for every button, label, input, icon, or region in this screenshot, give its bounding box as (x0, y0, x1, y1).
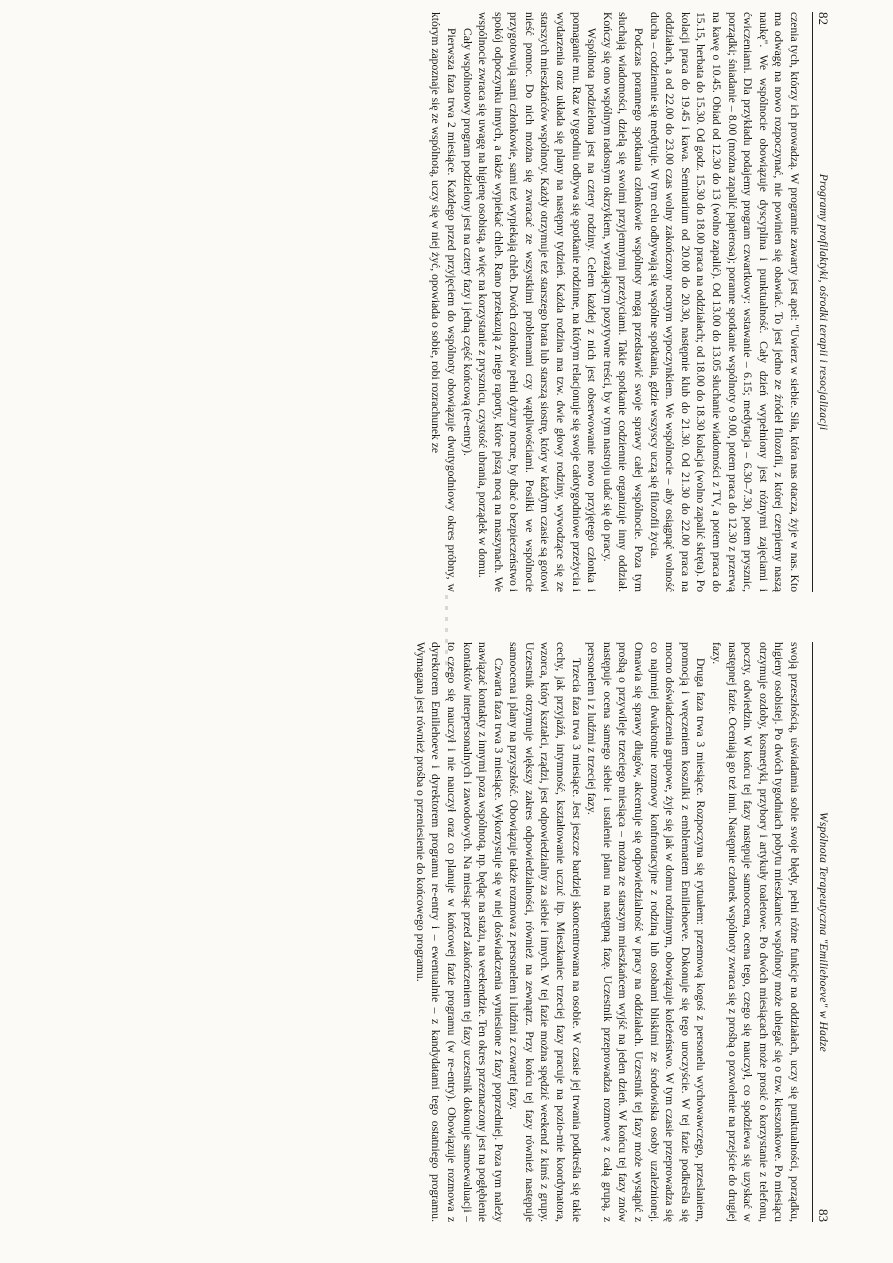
paragraph: swoją przeszłością, uświadamia sobie swoje błędy, pełni różne funkcje na oddziałach, uczy się punktualności, porządku, higieny osobistej. Po dwóch tygodniach pobytu mieszkaniec wspólnoty może ubiegać się o tzw. kieszonkowe. Po miesiącu otrzymuje ozdoby, kosmetyki, przybory i artykuły toaletowe. Po dwóch miesiącach może prosić o korzystanie z telefonu, poczty, odwiedzin. W końcu tej fazy następuje samoocena, ocena tego, czego się nauczył, co spodziewa się uzyskać w następnej fazie. Oceniają go też inni. Następnie członek wspólnoty zwraca się z prośbą o pozwolenie na przejście do drugiej fazy. (710, 642, 801, 1222)
page-number: 83 (816, 1209, 831, 1222)
paragraph: Cały wspólnotowy program podzielony jest na cztery fazy i jedną część końcową (re-entry). (460, 28, 474, 456)
page-body (52, 642, 802, 1222)
header-rule (812, 642, 813, 1222)
page-header (814, 12, 832, 592)
right-page (52, 642, 832, 1222)
paragraph: Wspólnota podzielona jest na cztery rodziny. Celem każdej z nich jest obserwowanie nowo przyjętego członka i pomaganie mu. Raz w tygodniu odbywa się spotkanie rodzinne, na którym relacjonuje się swoje całotygodniowe przeżycia i wydarzenia oraz układa się plany na następny tydzień. Każda rodzina ma tzw. dwie głowy rodziny, wywodzące się ze starszych mieszkańców wspólnoty. Każdy otrzymuje też starszego brata lub starszą siostrę, który w każdym czasie są gotowi nieść pomoc. Do nich można się zwracać ze wszystkimi problemami czy wątpliwościami. Posiłki we wspólnocie przygotowują sami członkowie, sami też wypiekają chleb. Dwóch członków pełni dyżury nocne, by dbać o bezpieczeństwo i spokój odpoczynku innych, a także wypiekać chleb. Rano przekazują z niego raporty, które piszą nocą na maszynach. We wspólnocie zwraca się uwagę na higienę osobistą, a więc na korzystanie z prysznicu, czystość ubrania, porządek w domu. (476, 12, 599, 592)
running-head: Wspólnota Terapeutyczna "Emiliehoeve" w Hadze (817, 812, 829, 1052)
page-number: 82 (816, 12, 831, 25)
paragraph: Trzecia faza trwa 3 miesiące. Jest jeszcze bardziej skoncentrowana na osobie. W czasie jej trwania podkreśla się takie cechy, jak przyjaźń, intymność, kształtowanie uczuć itp. Mieszkaniec trzeciej fazy pracuje na pozio-mie koordynatora, wzorca, który kształci, rządzi, jest odpowiedzialny za siebie i innych. W tej fazie można spędzić weekend z kimś z grupy. Uczestnik otrzymuje większy zakres odpowiedzialności, również na zewnątrz. Przy końcu tej fazy również następuje samoocena i plany na przyszłość. Obowiązuje także rozmowa z personelem i ludźmi z czwartej fazy. (507, 642, 583, 1222)
paragraph: Czwarta faza trwa 3 miesiące. Wykorzystuje się w niej doświadczenia wyniesione z fazy poprzedniej. Poza tym należy nawiązać kontakty z innymi poza wspólnotą, np. będąc na stażu, na weekendzie. Ten okres przeznaczony jest na pogłębienie kontaktów interpersonalnych i zawodowych. Na miesiąc przed zakończeniem tej fazy uczestnik dokonuje samoewaluacji – to czego się nauczył i nie nauczył oraz co planuje w końcowej fazie programu (w re-entry). Obowiązuje rozmowa z dyrektorem Emiliehoeve i dyrektorem programu re-entry i – ewentualnie – z kandydatami tego ostatniego programu. Wymagana jest również prośba o przeniesienie do końcowego programu. (413, 642, 505, 1222)
header-rule (812, 12, 813, 592)
page-body (52, 12, 802, 592)
running-head: Programy profilaktyki, ośrodki terapii i resocjalizacji (817, 173, 829, 431)
paragraph: czenia tych, którzy ich prowadzą. W programie zawarty jest apel: "Uwierz w siebie. Siła, która nas otacza, żyje w nas. Kto ma odwagę na nowo rozpoczynać, nie powinien się obawiać. To jest jedno ze źródeł filozofii, z której czerpiemy naszą naukę". We wspólnocie obowiązuje dyscyplina i punktualność. Cały dzień wypełniony jest różnymi zajęciami i ćwiczeniami. Dla przykładu podajemy program czwartkowy: wstawanie – 6.15; medytacja – 6.30–7.30, potem prysznic, porządki; śniadanie – 8.00 (można zapalić papierosa); poranne spotkanie wspólnoty o 9.00, potem praca do 12.30 z przerwą na kawę o 10.45. Obiad od 12.30 do 13 (wolno zapalić). Od 13.00 do 13.05 słuchanie wiadomości z TV, a potem praca do 15.15, herbata do 15.30. Od godz. 15.30 do 18.00 praca na oddziałach; od 18.00 do 18.30 kolacja (wolno zapalić skręta). Po kolacji praca do 19.45 i kawa. Seminarium od 20.00 do 20.30, następnie klub do 21.30. Od 21.30 do 22.00 praca na oddziałach, a od 22.00 do 23.00 czas wolny zakończony nocnym wypoczynkiem. We wspólnocie – aby osiągnąć wolność ducha – codziennie się medytuje. W tym celu odbywają się wspólne spotkania, gdzie wszyscy uczą się filozofii życia. (647, 12, 801, 592)
paragraph: Druga faza trwa 3 miesiące. Rozpoczyna się rytuałem: przemową kogoś z personelu wychowawczego, przeslaniem, promocją i wręczeniem koszulki z emblematem Emiliehoeve. Dokonuje się tego uroczyście. W tej fazie podkreśla się mocno doświadczenia grupowe, żyje się jak w domu rodzinnym, obowiązuje koleżeństwo. W tym czasie przeprowadza się co najmniej dwukrotnie rozmowy konfrontacyjne z rodziną lub osobami bliskimi ze środowiska osoby uzależnionej. Omawia się sprawy długów, akcentuje się odpowiedzialność w pracy na oddziałach. Uczestnik tej fazy może wystąpić z prośbą o przywileje trzeciego miesiąca – można ze starszym mieszkańcem wyjść na jeden dzień. W końcu tej fazy znów następuje ocena samego siebie i ustalenie planu na następną fazę. Uczestnik przeprowadza rozmowę z całą grupą, z personelem i z ludźmi z trzeciej fazy. (585, 642, 708, 1222)
left-page (52, 12, 832, 592)
paragraph: Pierwsza faza trwa 2 miesiące. Każdego przed przyjęciem do wspólnoty obowiązuje dwutygodniowy okres próbny, w którym zapoznaje się ze wspólnotą, uczy się w niej żyć, opowiada o sobie, robi rozrachunek ze (429, 12, 458, 592)
paragraph: Podczas porannego spotkania członkowie wspólnoty mogą przedstawić swoje sprawy całej wspólnocie. Poza tym słuchają wiadomości, dzielą się swoimi przyjemnymi przeżyciami. Takie spotkanie codziennie organizuje inny oddział. Kończy się ono wspólnym radosnym okrzykiem, wyrażającym pozytywne treści, by w tym nastroju udać się do pracy. (600, 12, 646, 592)
page-header (814, 642, 832, 1222)
